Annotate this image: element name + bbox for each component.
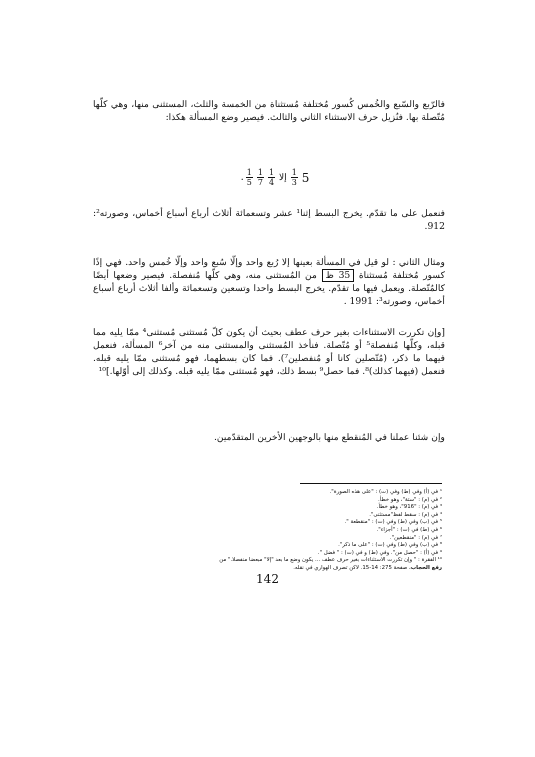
paragraph-2-text: فنعمل على ما تقدّم. يخرج البسط إثنا¹ عشر وتسعمائة أثلاث أرباع أسباع أخماس، وصورته²: 912.	[93, 208, 445, 232]
paragraph-2	[93, 207, 445, 233]
footnote: ⁶ في (ط) في (ت) : "أجزاء".	[376, 526, 442, 533]
fraction-denominator: 5	[246, 178, 252, 187]
fraction-denominator: 7	[257, 178, 263, 187]
formula	[200, 168, 350, 187]
paragraph-1	[93, 98, 445, 124]
formula-fraction-1	[246, 168, 253, 187]
footnote: ⁸ في (ب) وفي (ط) وفي (ت) : "على ما ذكر".	[338, 542, 442, 549]
footnote-divider	[300, 483, 442, 484]
fraction-numerator: 1	[257, 168, 263, 177]
footnote: ³ في (م) : "916"، وهو خطأ.	[376, 504, 442, 511]
paragraph-3-text	[93, 256, 445, 308]
footnote: ² في (م) : "ستة"، وهو خطأ.	[378, 496, 442, 503]
fraction-numerator: 1	[291, 168, 297, 177]
footnote: ¹ في (أ) وفي (ط) وفي (ت) : "على هذه الصورة".	[329, 489, 442, 495]
formula-whole: 5	[301, 170, 310, 185]
paragraph-4	[93, 326, 445, 378]
paragraph-3	[93, 256, 445, 308]
formula-tail: .	[240, 172, 244, 183]
paragraph-3-before: ومثال الثاني : لو قيل في المسألة بعينها إلا رُبع واحد وإلّا سُبع واحد وإلّا خُمس واحد. فهي إذًا كسور مُختلفة مُستثناة	[93, 257, 446, 281]
formula-fraction-3	[268, 168, 275, 187]
fraction-denominator: 4	[268, 178, 275, 187]
footnote-source-title: رفع الحجاب	[410, 564, 442, 571]
fraction-denominator: 3	[291, 178, 297, 187]
footnotes	[180, 489, 442, 573]
paragraph-5-text: وإن شئنا عملنا في المُنقطع منها بالوجهين الأخرين المتقدّمين.	[213, 432, 445, 443]
fraction-numerator: 1	[268, 168, 275, 177]
footnote: ⁵ في (ب) وفي (ط) وفي (ت) : "منقطعة ".	[344, 519, 442, 526]
folio-marker: 35 ظ	[322, 269, 355, 282]
paragraph-4-text: [وإن تكررت الاستثناءات بغير حرف عطف بحيث أن يكون كلّ مُستثنى مُستثنى⁴ ممّا يليه مما قبله، وكلّها مُنفصلة⁵ أو مُتّصلة. فنأخذ المُستثنى والمستثنى منه من آخر⁶ المسألة، فنعمل فيهما ما ذكر، (مُتّصلين كانا أو مُنفصلين⁷). فما كان بسطهما، فهو مُستثنى ممّا يليه قبله. فنعمل (فيهما كذلك)⁸. فما حصل⁹ بسط ذلك، فهو مُستثنى ممّا يليه قبله. وكذلك إلى أوّلها.]¹⁰	[93, 327, 446, 377]
footnote: ⁷ في (م) : "منقطعين".	[389, 534, 442, 541]
footnote: ¹⁰ الفقرة : " وإن تكررت الاستثناءات بغير حرف عطف ... يكون وضع ما بعد "إلا" مبعضا منفصلا." من	[219, 557, 442, 564]
paragraph-3-after: من المُستثنى منه، وهي كلّها مُنفصلة. فيصير وضعها أيضًا كالمُتّصلة. ويعمل فيها ما تقدّم. يخرج البسط واحدا وتسعين وتسعمائة وألفا أثلاث أرباع أسباع أخماس، وصورته³: 1991 .	[93, 270, 445, 307]
page-number: 142	[256, 572, 279, 586]
fraction-numerator: 1	[246, 168, 252, 177]
footnote-source-rest: ، صفحة 275: 14-15. لاكن تصرف الهواري في نقله.	[293, 564, 411, 571]
footnote: ⁴ في (م) : سقط لفظ"مستثنى".	[369, 511, 442, 518]
formula-fraction-4	[291, 168, 298, 187]
paragraph-5	[93, 431, 445, 444]
formula-fraction-2	[257, 168, 264, 187]
formula-word: إلا	[279, 172, 287, 183]
footnote: ⁹ في (أ) : "حصل من". وفي (ط) و في (ت) : " فضل ".	[317, 549, 442, 556]
paragraph-1-text: فالرّبع والسّبع والخُمس كُسور مُختلفة مُستثناة من الخمسة والثلث، المستثنى منها، وهي كلّها مُتّصلة بها. فنُزيل حرف الاستثناء الثاني والثالث. فيصير وضع المسألة هكذا:	[93, 99, 445, 123]
